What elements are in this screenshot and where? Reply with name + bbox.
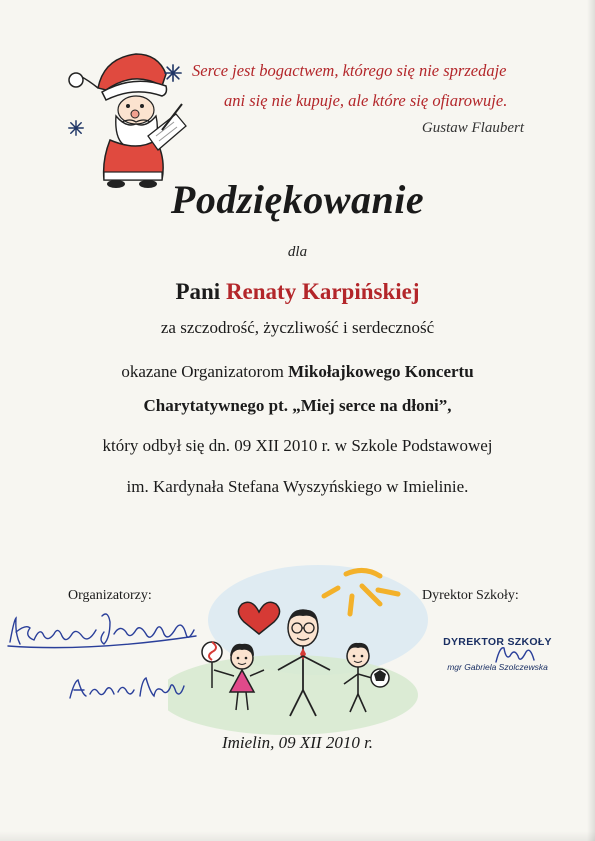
body-text: okazane Organizatorom: [121, 362, 284, 381]
event-name: Mikołajkowego Koncertu: [288, 362, 474, 381]
director-label: Dyrektor Szkoły:: [422, 588, 519, 603]
snowflake-icon: [68, 120, 84, 136]
snowflake-icon: [164, 64, 182, 82]
for-word: dla: [287, 244, 308, 260]
page-title: Podziękowanie: [170, 177, 425, 222]
body-line: im. Kardynała Stefana Wyszyńskiego w Imielinie.: [126, 477, 469, 496]
quote: [192, 60, 532, 137]
children-drawing-illustration: [168, 560, 430, 735]
body-line: [0, 362, 595, 382]
recipient-salutation: Pani: [175, 279, 221, 304]
quote-line: Serce jest bogactwem, którego się nie sprzedaje: [192, 61, 507, 80]
date-line: Imielin, 09 XII 2010 r.: [221, 733, 374, 752]
body-line: [0, 396, 595, 416]
director-stamp: [440, 636, 560, 686]
event-name: Charytatywnego pt. „Miej serce na dłoni”,: [143, 396, 452, 415]
body-line: który odbył się dn. 09 XII 2010 r. w Szkole Podstawowej: [102, 436, 493, 455]
ball-icon: [371, 669, 389, 687]
quote-line: ani się nie kupuje, ale które się ofiarowuje.: [224, 91, 508, 110]
recipient: [0, 279, 595, 305]
stamp-name: mgr Gabriela Szolczewska: [447, 662, 548, 672]
body-line: za szczodrość, życzliwość i serdeczność: [160, 318, 435, 337]
quote-author: Gustaw Flaubert: [421, 120, 524, 136]
stamp-title: DYREKTOR SZKOŁY: [443, 636, 552, 648]
organizer-signatures: [0, 600, 200, 710]
page-edge-shadow: [587, 0, 595, 841]
recipient-name: Renaty Karpińskiej: [225, 279, 420, 304]
page-bottom-shadow: [0, 831, 595, 841]
santa-writing-letter-illustration: [58, 40, 198, 190]
organizers-label: Organizatorzy:: [68, 588, 152, 603]
